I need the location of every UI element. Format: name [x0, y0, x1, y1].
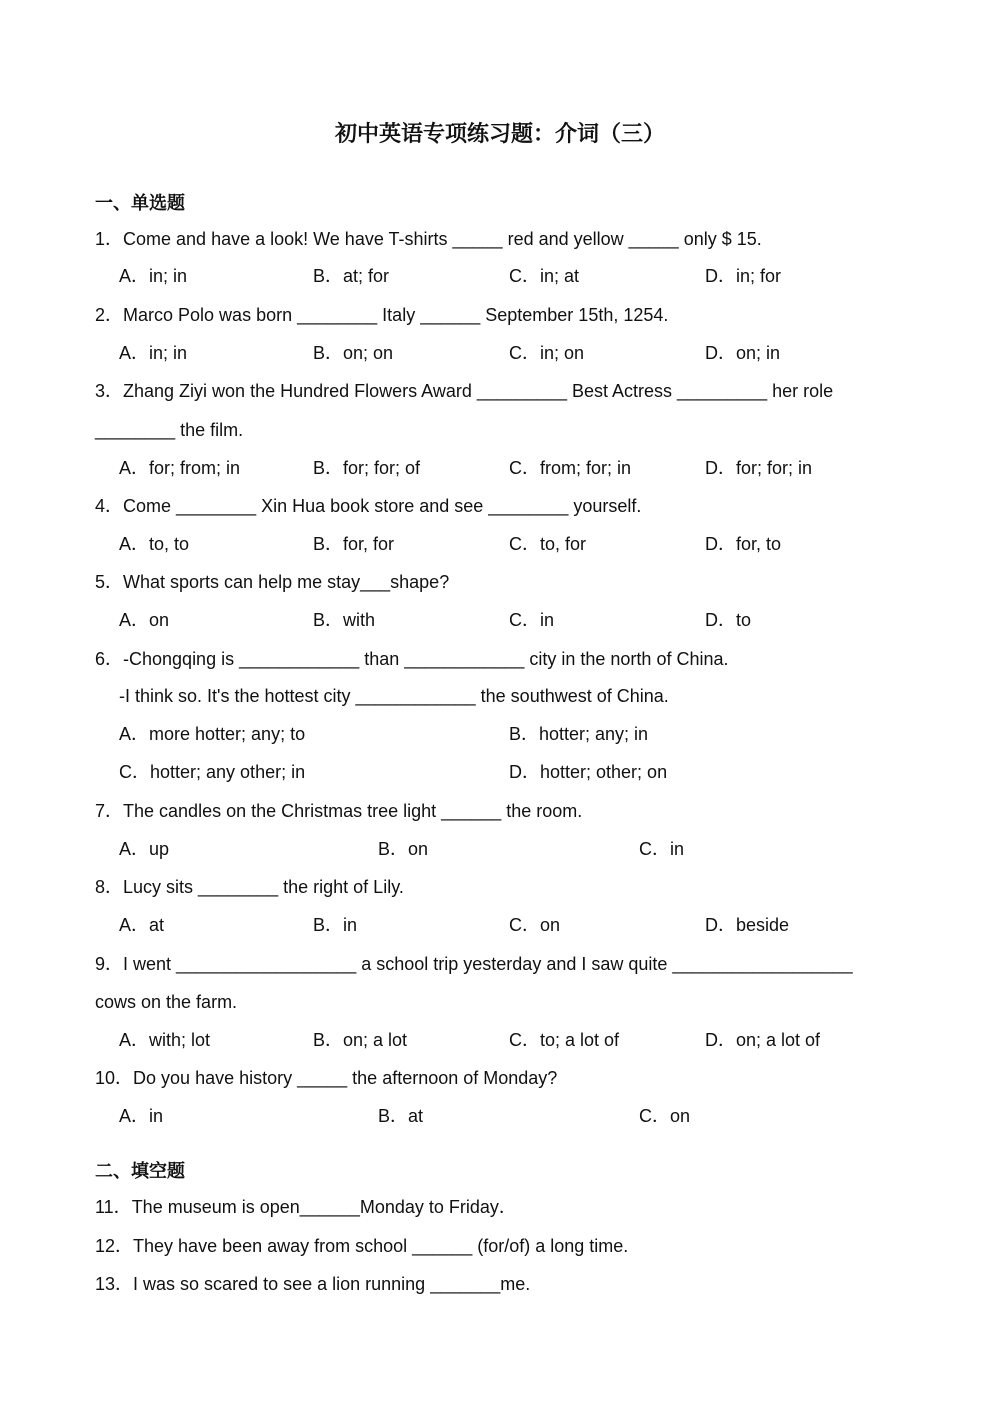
option-a: A．at: [119, 915, 165, 935]
question-number: 5．: [95, 572, 124, 592]
question-7: [95, 800, 582, 822]
option-b: B．for; for; of: [313, 458, 421, 478]
option-c: C．to, for: [509, 534, 587, 554]
option-a: A．in: [119, 1106, 164, 1126]
option-a: A．for; from; in: [119, 458, 241, 478]
question-3: [95, 380, 833, 402]
option-d: D．on; a lot of: [705, 1030, 821, 1050]
question-6: [95, 648, 729, 670]
question-text: I went __________________ a school trip yesterday and I saw quite __________________: [123, 954, 853, 974]
section-heading-single-choice: 一、单选题: [95, 193, 185, 214]
question-number: 4．: [95, 496, 124, 516]
question-text: Do you have history _____ the afternoon of Monday?: [133, 1068, 558, 1088]
question-number: 3．: [95, 381, 124, 401]
option-d: D．on; in: [705, 343, 781, 363]
option-c: C．in; on: [509, 343, 585, 363]
question-text: Lucy sits ________ the right of Lily.: [123, 877, 404, 897]
question-number: 7．: [95, 801, 124, 821]
option-b: B．on; on: [313, 343, 394, 363]
option-c: C．to; a lot of: [509, 1030, 620, 1050]
option-c: C．in: [639, 839, 685, 859]
option-d: D．beside: [705, 915, 790, 935]
question-text: Zhang Ziyi won the Hundred Flowers Award _________ Best Actress _________ her role: [123, 381, 834, 401]
option-b: B．in: [313, 915, 358, 935]
question-text: They have been away from school ______ (for/of) a long time.: [133, 1236, 629, 1256]
option-d: D．for, to: [705, 534, 782, 554]
option-a: A．up: [119, 839, 170, 859]
option-c: C．on: [509, 915, 561, 935]
question-number: 1．: [95, 229, 124, 249]
option-b: B．for, for: [313, 534, 395, 554]
question-2: [95, 304, 668, 326]
question-number: 6．: [95, 649, 124, 669]
section-heading-fill-in: 二、填空题: [95, 1161, 185, 1182]
option-a: A．in; in: [119, 266, 188, 286]
question-5: [95, 571, 449, 593]
question-number: 8．: [95, 877, 124, 897]
question-number: 11．: [95, 1197, 132, 1217]
question-number: 13．: [95, 1274, 134, 1294]
page-title: 初中英语专项练习题：介词（三）: [334, 122, 665, 147]
option-a: A．more hotter; any; to: [119, 724, 306, 744]
question-6-continuation: -I think so. It's the hottest city ____________ the southwest of China.: [119, 686, 669, 706]
option-d: D．to: [705, 610, 752, 630]
question-11: [95, 1196, 517, 1218]
option-c: C．on: [639, 1106, 691, 1126]
question-number: 2．: [95, 305, 124, 325]
question-9: [95, 953, 853, 975]
question-text: The museum is open______Monday to Friday．: [131, 1197, 517, 1217]
option-c: C．in: [509, 610, 555, 630]
option-b: B．on: [378, 839, 429, 859]
option-b: B．at; for: [313, 266, 390, 286]
question-1: [95, 228, 762, 250]
question-9-continuation: cows on the farm.: [95, 992, 238, 1012]
option-b: B．with: [313, 610, 376, 630]
option-d: D．hotter; other; on: [509, 762, 668, 782]
question-text: The candles on the Christmas tree light ______ the room.: [123, 801, 583, 821]
question-text: Come and have a look! We have T-shirts _____ red and yellow _____ only $ 15.: [123, 229, 762, 249]
question-text: Come ________ Xin Hua book store and see ________ yourself.: [123, 496, 642, 516]
question-number: 9．: [95, 954, 124, 974]
option-b: B．at: [378, 1106, 424, 1126]
option-a: A．in; in: [119, 343, 188, 363]
option-b: B．on; a lot: [313, 1030, 408, 1050]
option-c: C．in; at: [509, 266, 580, 286]
question-13: [95, 1273, 530, 1295]
option-d: D．in; for: [705, 266, 782, 286]
question-text: Marco Polo was born ________ Italy ______ September 15th, 1254.: [123, 305, 669, 325]
option-a: A．with; lot: [119, 1030, 211, 1050]
option-a: A．to, to: [119, 534, 190, 554]
question-12: [95, 1235, 628, 1257]
question-10: [95, 1067, 557, 1089]
question-number: 12．: [95, 1236, 134, 1256]
option-c: C．from; for; in: [509, 458, 632, 478]
question-text: I was so scared to see a lion running _______me.: [133, 1274, 531, 1294]
question-text: -Chongqing is ____________ than ____________ city in the north of China.: [123, 649, 729, 669]
option-d: D．for; for; in: [705, 458, 813, 478]
question-4: [95, 495, 641, 517]
option-c: C．hotter; any other; in: [119, 762, 306, 782]
question-8: [95, 876, 404, 898]
question-number: 10．: [95, 1068, 134, 1088]
option-b: B．hotter; any; in: [509, 724, 649, 744]
option-a: A．on: [119, 610, 170, 630]
question-3-continuation: ________ the film.: [95, 420, 244, 440]
question-text: What sports can help me stay___shape?: [123, 572, 450, 592]
